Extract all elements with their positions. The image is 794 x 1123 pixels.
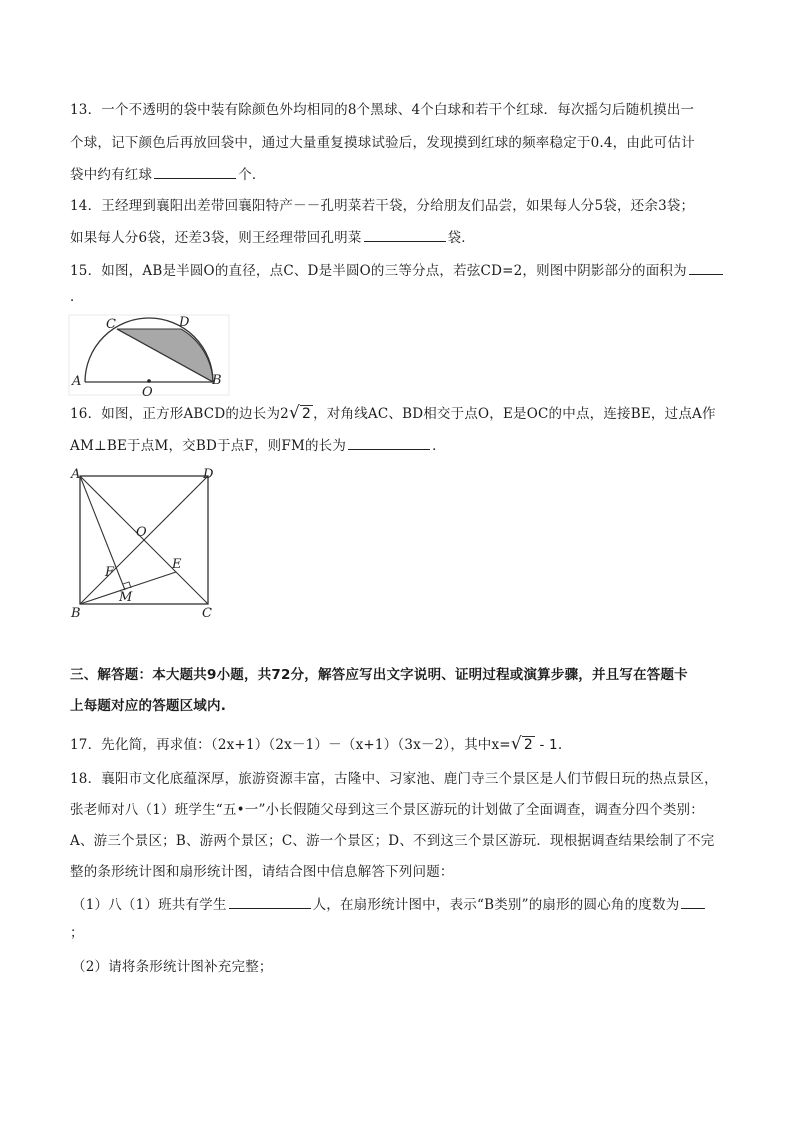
q16-line-1-prefix: 16．如图，正方形ABCD的边长为2 (70, 406, 289, 422)
q18-line-1: 18．襄阳市文化底蕴深厚，旅游资源丰富，古隆中、习家池、鹿门寺三个景区是人们节假日玩的热点景区， (70, 771, 718, 787)
q14-line-1: 14．王经理到襄阳出差带回襄阳特产－－孔明菜若干袋，分给朋友们品尝，如果每人分5袋，还余3袋； (70, 198, 695, 214)
q18-sub-1-blank-angle[interactable] (681, 896, 705, 909)
q16-radical-sign-icon: √ (288, 403, 300, 423)
q17-radical-sign-icon: √ (510, 734, 522, 754)
q16-label-m: M (119, 590, 133, 605)
q15-label-a: A (72, 374, 82, 389)
q17-sqrt-arg: 2 (523, 737, 533, 753)
q14-line-2-prefix: 如果每人分6袋，还差3袋，则王经理带回孔明菜 (70, 230, 362, 246)
q17-tail: - 1 (534, 737, 558, 753)
q13-answer-blank[interactable] (154, 166, 236, 179)
q16-answer-blank[interactable] (348, 437, 430, 450)
section-3-heading-line-2: 上每题对应的答题区域内. (70, 698, 227, 714)
q16-sqrt-arg: 2 (302, 406, 312, 422)
q18-sub-1-end: ； (70, 925, 84, 941)
q15-line-2: ． (70, 289, 84, 305)
q16-label-a: A (71, 467, 81, 482)
q18-line-4: 整的条形统计图和扇形统计图，请结合图中信息解答下列问题： (70, 864, 454, 880)
q14-answer-blank[interactable] (364, 229, 446, 242)
q15-line-1 (70, 261, 725, 281)
q16-line-2 (70, 436, 446, 456)
q18-line-2: 张老师对八（1）班学生“五•一”小长假随父母到这三个景区游玩的计划做了全面调查，调查分四个类别： (70, 802, 704, 818)
q17-line (70, 734, 562, 755)
q15-answer-blank[interactable] (689, 262, 723, 275)
q16-line-1 (70, 403, 716, 424)
q13-line-1: 13．一个不透明的袋中装有除颜色外均相同的8个黑球、4个白球和若干个红球．每次摇匀后随机摸出一 (70, 102, 695, 118)
q14-line-2-suffix: 袋． (447, 230, 475, 246)
q16-line-1-suffix: ，对角线AC、BD相交于点O，E是OC的中点，连接BE，过点A作 (313, 406, 716, 422)
q18-sub-1-blank-students[interactable] (229, 896, 311, 909)
q14-line-2 (70, 228, 475, 248)
q16-label-b: B (71, 606, 81, 621)
q17-sqrt (511, 734, 535, 755)
q13-line-2: 个球，记下颜色后再放回袋中，通过大量重复摸球试验后，发现摸到红球的频率稳定于0.4，由此可估计 (70, 135, 695, 151)
q16-label-f: F (105, 565, 115, 580)
q17-end: . (557, 737, 563, 753)
q18-sub-2: （2）请将条形统计图补充完整； (72, 959, 273, 975)
q13-line-3-prefix: 袋中约有红球 (70, 167, 153, 183)
q16-square-figure (68, 464, 218, 622)
q15-label-c: C (106, 317, 116, 332)
q16-line-am (80, 476, 125, 590)
q16-line-2-prefix: AM⊥BE于点M，交BD于点F，则FM的长为 (70, 438, 347, 454)
q13-line-3-suffix: 个． (238, 167, 266, 183)
q16-label-c: C (202, 606, 212, 621)
q13-line-3 (70, 165, 266, 185)
q16-sqrt (289, 403, 313, 424)
q16-label-o: O (136, 525, 147, 540)
q15-label-d: D (179, 315, 190, 330)
q15-line-1-text: 15．如图，AB是半圆O的直径，点C、D是半圆O的三等分点，若弦CD=2，则图中阴影部分的面积为 (70, 263, 687, 279)
q15-label-b: B (212, 373, 222, 388)
q18-sub-1-prefix: （1）八（1）班共有学生 (72, 897, 227, 913)
q15-center-point (147, 379, 151, 383)
section-3-heading-line-1: 三、解答题：本大题共9小题，共72分，解答应写出文字说明、证明过程或演算步骤，并且写在答题卡 (70, 667, 688, 683)
q18-sub-1-middle: 人，在扇形统计图中，表示“B类别”的扇形的圆心角的度数为 (312, 897, 680, 913)
q16-line-2-suffix: ． (432, 438, 446, 454)
q18-line-3: A、游三个景区；B、游两个景区；C、游一个景区；D、不到这三个景区游玩．现根据调查结果绘制了不完 (70, 833, 715, 849)
q15-label-o: O (142, 385, 153, 400)
q16-label-e: E (172, 557, 182, 572)
q17-text: 17．先化简，再求值：（2x+1）（2x－1）－（x+1）（3x－2），其中x= (70, 737, 511, 753)
q16-label-d: D (203, 467, 214, 482)
q18-sub-1 (72, 895, 707, 915)
q15-semicircle-figure (64, 312, 234, 400)
